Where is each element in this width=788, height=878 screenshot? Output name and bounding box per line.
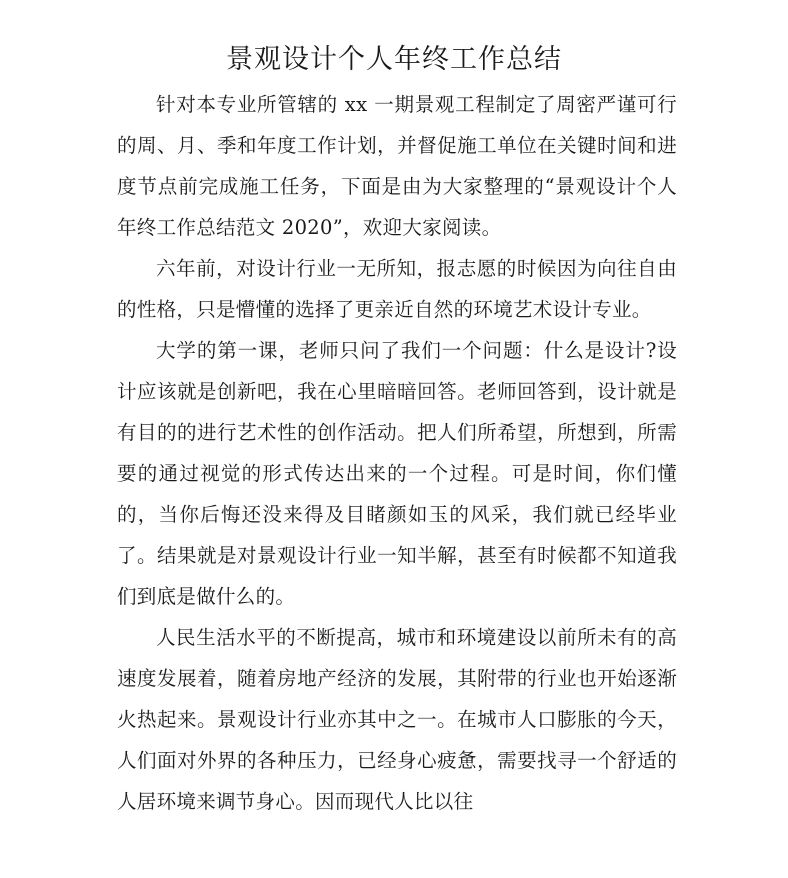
paragraph-3: 大学的第一课，老师只问了我们一个问题：什么是设计?设计应该就是创新吧，我在心里暗暗回答。老师回答到，设计就是有目的的进行艺术性的创作活动。把人们所希望，所想到，所需要的通过视觉的形式传达出来的一个过程。可是时间，你们懂的，当你后悔还没来得及目睹颜如玉的风采，我们就已经毕业了。结果就是对景观设计行业一知半解，甚至有时候都不知道我们到底是做什么的。 <box>117 339 677 608</box>
paragraph-1: 针对本专业所管辖的 xx 一期景观工程制定了周密严谨可行的周、月、季和年度工作计划，并督促施工单位在关键时间和进度节点前完成施工任务，下面是由为大家整理的“景观设计个人年终工作总结范文 2020”，欢迎大家阅读。 <box>117 93 677 239</box>
paragraph-2: 六年前，对设计行业一无所知，报志愿的时候因为向往自由的性格，只是懵懂的选择了更亲近自然的环境艺术设计专业。 <box>117 257 677 321</box>
document-body <box>117 84 677 822</box>
paragraph-4: 人民生活水平的不断提高，城市和环境建设以前所未有的高速度发展着，随着房地产经济的发展，其附带的行业也开始逐渐火热起来。景观设计行业亦其中之一。在城市人口膨胀的今天，人们面对外界的各种压力，已经身心疲惫，需要找寻一个舒适的人居环境来调节身心。因而现代人比以往 <box>117 626 677 813</box>
document-title: 景观设计个人年终工作总结 <box>226 44 562 75</box>
